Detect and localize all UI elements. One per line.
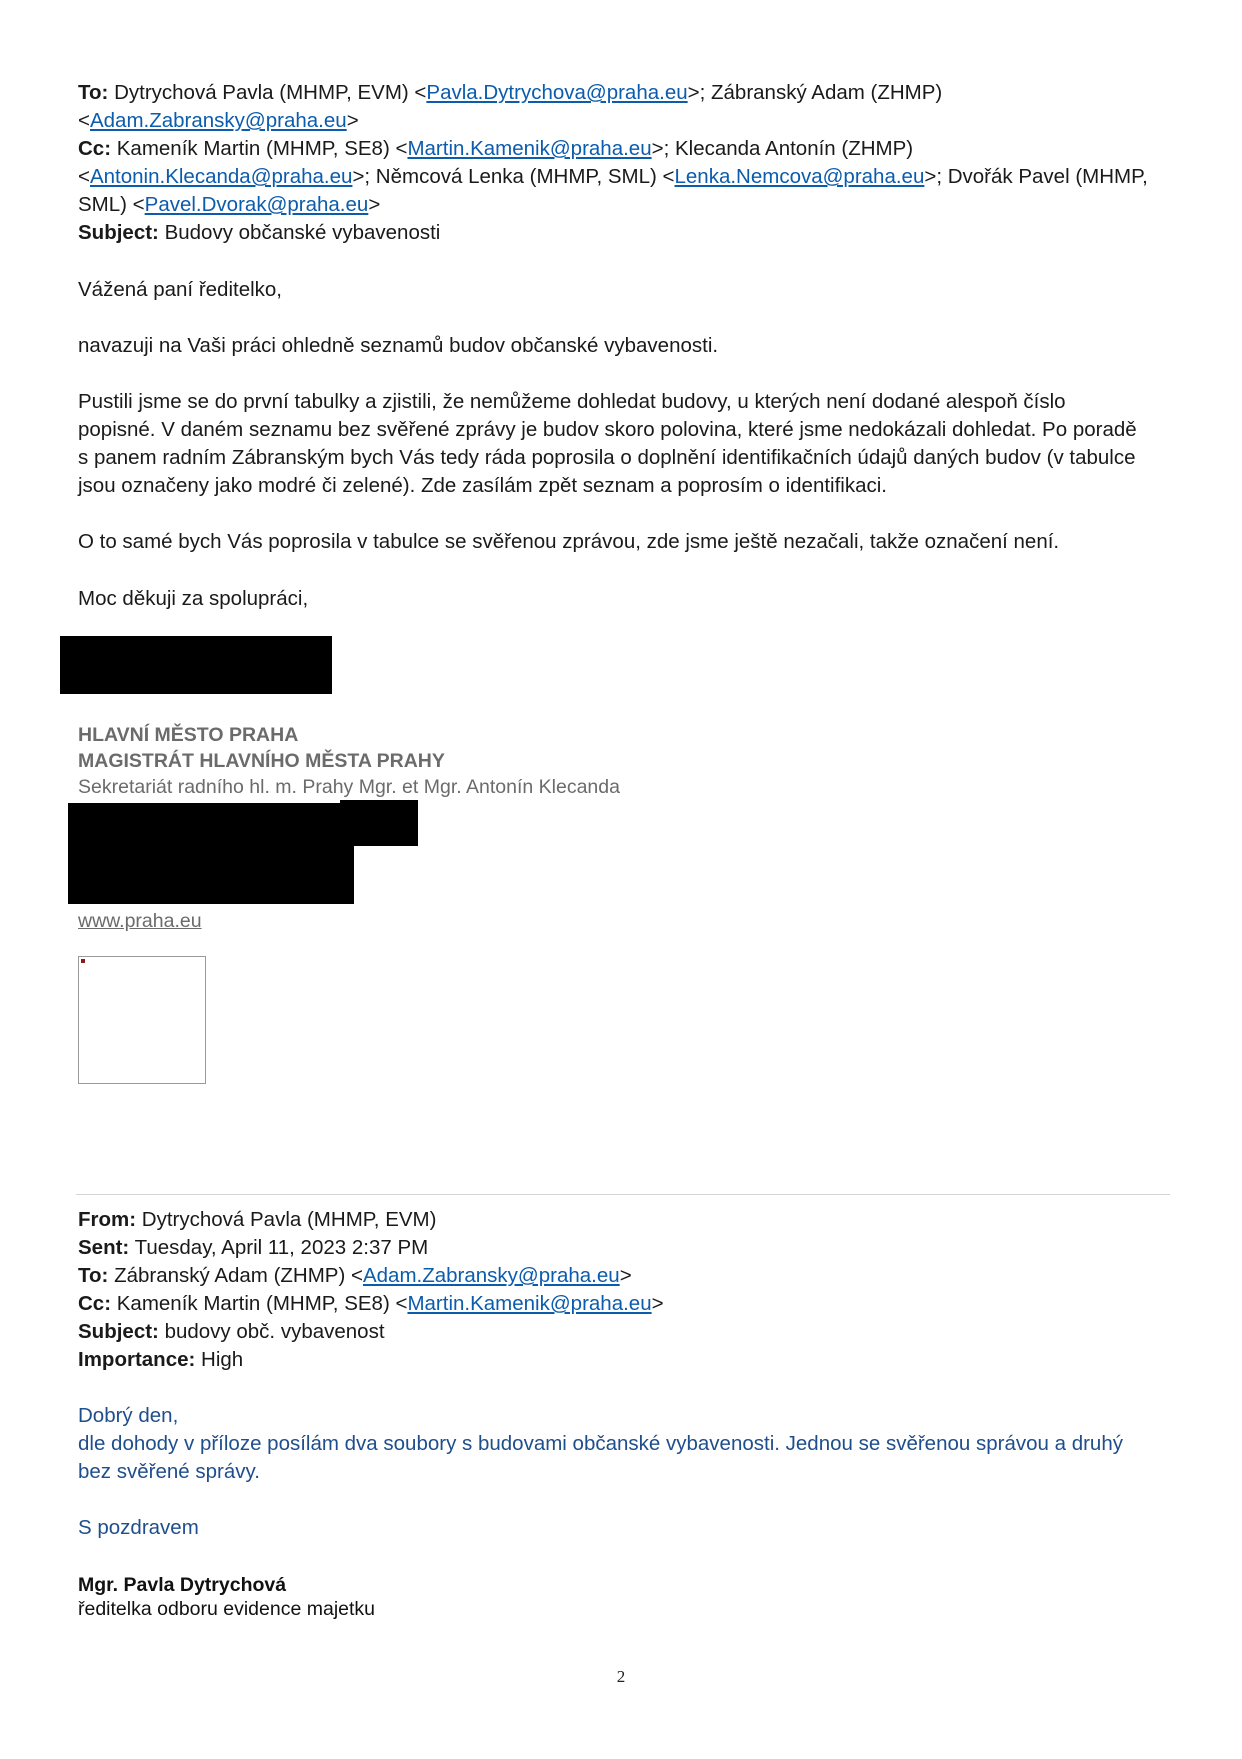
email1-paragraph-2-line-3: s panem radním Zábranským bych Vás tedy ráda poprosila o doplnění identifikačních údajů daných budov (v tabulce: [78, 446, 1136, 469]
email2-from-line: [78, 1206, 1178, 1234]
to-label: To:: [78, 81, 109, 104]
cc-separator-1: >; Klecanda Antonín (ZHMP): [651, 137, 914, 160]
email2-body-line-2: bez svěřené správy.: [78, 1460, 260, 1483]
to-recipient-1: Dytrychová Pavla (MHMP, EVM) <: [114, 81, 427, 104]
email2-sent-line: [78, 1234, 1178, 1262]
sent-text: Tuesday, April 11, 2023 2:37 PM: [134, 1236, 429, 1259]
cc-label: Cc:: [78, 137, 112, 160]
redacted-contact-block-top: [68, 803, 354, 845]
signature-website-link[interactable]: www.praha.eu: [78, 910, 202, 932]
email1-paragraph-2-line-4: jsou označeny jako modré či zelené). Zde zasílám zpět seznam a poprosím o identifikaci.: [78, 474, 887, 497]
signature-department: Sekretariát radního hl. m. Prahy Mgr. et Mgr. Antonín Klecanda: [78, 776, 620, 798]
to-email-link[interactable]: Adam.Zabransky@praha.eu: [362, 1264, 620, 1287]
bracket: >: [368, 193, 381, 216]
email2-subject-line: [78, 1318, 1178, 1346]
bracket: <: [78, 109, 90, 132]
email1-to-line: [78, 79, 1178, 107]
email1-cc-line: [78, 135, 1178, 163]
email2-signature-name: Mgr. Pavla Dytrychová: [78, 1574, 287, 1596]
bracket: <: [78, 165, 90, 188]
subject-label: Subject:: [78, 221, 159, 244]
email1-paragraph-2-line-2: popisné. V daném seznamu bez svěřené zprávy je budov skoro polovina, které jsme nedokázali dohledat. Po poradě: [78, 418, 1137, 441]
from-label: From:: [78, 1208, 137, 1231]
email1-paragraph-1: navazuji na Vaši práci ohledně seznamů budov občanské vybavenosti.: [78, 334, 719, 357]
email1-greeting: Vážená paní ředitelko,: [78, 278, 282, 301]
cc-email-link-4[interactable]: Pavel.Dvorak@praha.eu: [144, 193, 369, 216]
cc-separator-3: >; Dvořák Pavel (MHMP,: [924, 165, 1148, 188]
cc-email-link-3[interactable]: Lenka.Nemcova@praha.eu: [674, 165, 925, 188]
to-recipient: Zábranský Adam (ZHMP) <: [114, 1264, 363, 1287]
cc-label: Cc:: [78, 1292, 112, 1315]
email1-closing: Moc děkuji za spolupráci,: [78, 587, 309, 610]
cc-recipient-4: SML) <: [78, 193, 145, 216]
email1-paragraph-3: O to samé bych Vás poprosila v tabulce se svěřenou zprávou, zde jsme ještě nezačali, takže označení není.: [78, 530, 1060, 553]
redacted-contact-block-side: [340, 800, 418, 846]
to-email-link-1[interactable]: Pavla.Dytrychova@praha.eu: [426, 81, 688, 104]
subject-text: budovy obč. vybavenost: [164, 1320, 385, 1343]
email2-cc-line: [78, 1290, 1178, 1318]
to-separator-1: >; Zábranský Adam (ZHMP): [687, 81, 943, 104]
bracket: >: [346, 109, 359, 132]
subject-text: Budovy občanské vybavenosti: [164, 221, 441, 244]
cc-recipient-1: Kameník Martin (MHMP, SE8) <: [116, 137, 408, 160]
subject-label: Subject:: [78, 1320, 159, 1343]
bracket: >: [651, 1292, 664, 1315]
signature-org-line-2: MAGISTRÁT HLAVNÍHO MĚSTA PRAHY: [78, 750, 445, 772]
bracket: >: [619, 1264, 632, 1287]
cc-email-link-2[interactable]: Antonin.Klecanda@praha.eu: [89, 165, 353, 188]
importance-text: High: [201, 1348, 244, 1371]
page-number: 2: [616, 1667, 626, 1686]
redacted-contact-block-bottom: [68, 840, 354, 904]
email1-cc-line-2: [78, 163, 1178, 191]
sent-label: Sent:: [78, 1236, 130, 1259]
email2-regards: S pozdravem: [78, 1516, 199, 1539]
from-text: Dytrychová Pavla (MHMP, EVM): [141, 1208, 437, 1231]
cc-email-link-1[interactable]: Martin.Kamenik@praha.eu: [407, 137, 652, 160]
email2-signature-role: ředitelka odboru evidence majetku: [78, 1598, 376, 1620]
redacted-name-block: [60, 636, 332, 694]
to-label: To:: [78, 1264, 109, 1287]
email2-to-line: [78, 1262, 1178, 1290]
email1-cc-line-3: [78, 191, 1178, 219]
email2-greeting: Dobrý den,: [78, 1404, 179, 1427]
cc-recipient: Kameník Martin (MHMP, SE8) <: [116, 1292, 408, 1315]
email2-body-line-1: dle dohody v příloze posílám dva soubory s budovami občanské vybavenosti. Jednou se svěřenou správou a druhý: [78, 1432, 1123, 1455]
signature-org-line-1: HLAVNÍ MĚSTO PRAHA: [78, 724, 299, 746]
broken-image-icon: [81, 959, 85, 963]
email1-subject-line: [78, 219, 1178, 247]
email2-importance-line: [78, 1346, 1178, 1374]
importance-label: Importance:: [78, 1348, 196, 1371]
to-email-link-2[interactable]: Adam.Zabransky@praha.eu: [89, 109, 347, 132]
image-placeholder: [78, 956, 206, 1084]
email1-paragraph-2-line-1: Pustili jsme se do první tabulky a zjistili, že nemůžeme dohledat budovy, u kterých není dodané alespoň číslo: [78, 390, 1066, 413]
email1-to-line-2: [78, 107, 1178, 135]
cc-separator-2: >; Němcová Lenka (MHMP, SML) <: [352, 165, 675, 188]
cc-email-link[interactable]: Martin.Kamenik@praha.eu: [407, 1292, 652, 1315]
email-divider: [76, 1194, 1170, 1195]
